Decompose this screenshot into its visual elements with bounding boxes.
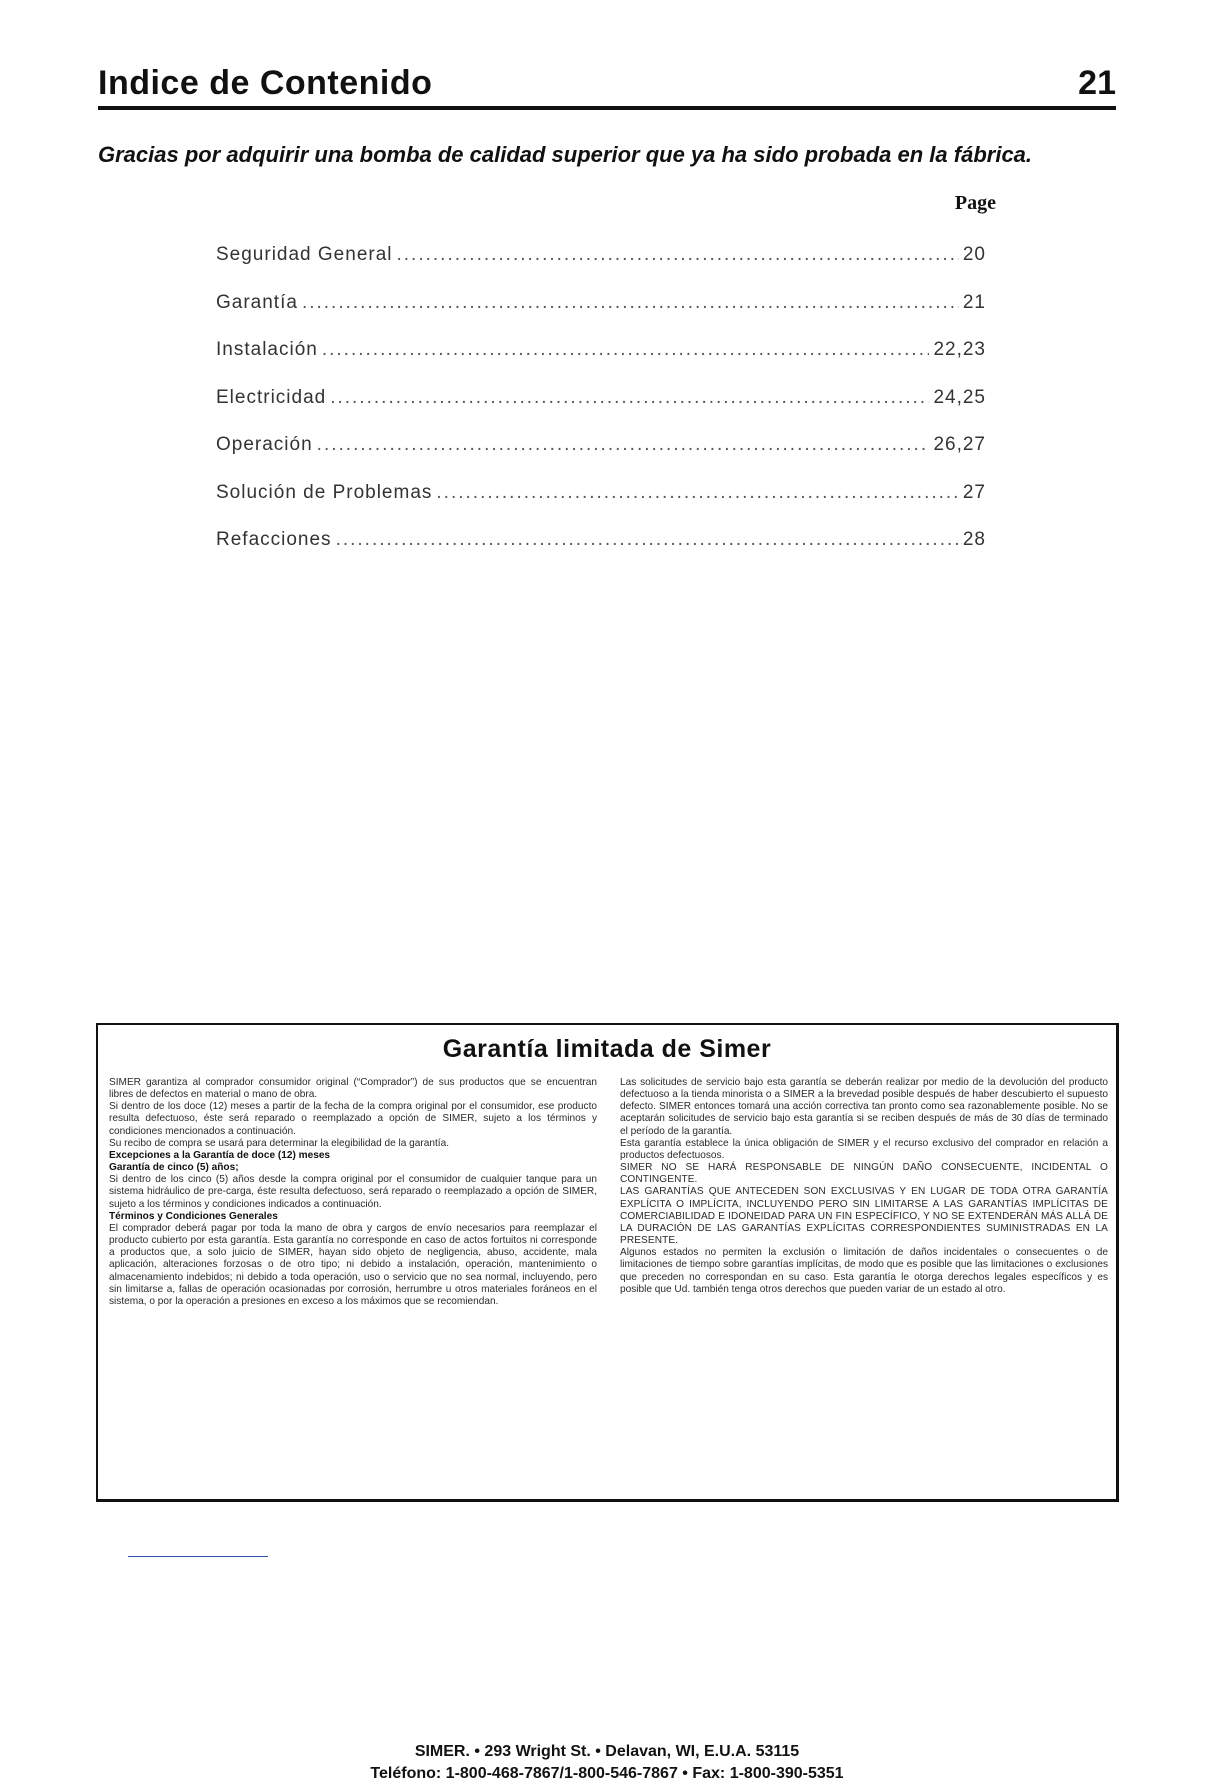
- toc-entry-refacciones: [216, 529, 986, 577]
- warranty-paragraph: LAS GARANTÍAS QUE ANTECEDEN SON EXCLUSIVAS Y EN LUGAR DE TODA OTRA GARANTÍA EXPLÍCITA O IMPLÍCITA, INCLUYENDO PERO SIN LIMITARSE A LAS GARANTÍAS IMPLÍCITAS DE COMERCIABILIDAD E IDONEIDAD PARA UN FIN ESPECÍFICO, Y NO SE EXTENDERÁN MÁS ALLÁ DE LA DURACIÓN DE LAS GARANTÍAS EXPLÍCITAS CORRESPONDIENTES SUMINISTRADAS EN LA PRESENTE.: [620, 1186, 1108, 1247]
- toc-label: Garantía: [216, 291, 298, 313]
- tagline: Gracias por adquirir una bomba de calidad superior que ya ha sido probada en la fábrica.: [98, 142, 1033, 167]
- toc-entry-instalacion: [216, 339, 986, 387]
- page-number: 21: [1078, 64, 1116, 102]
- page-header: [98, 62, 1116, 110]
- warranty-paragraph: Su recibo de compra se usará para determinar la elegibilidad de la garantía.: [109, 1137, 450, 1149]
- warranty-subheading: Términos y Condiciones Generales: [109, 1210, 278, 1222]
- toc-leader: [317, 434, 930, 456]
- warranty-paragraph: Si dentro de los doce (12) meses a partir de la fecha de la compra original por el consumidor, ese producto resulta defectuoso, éste será reparado o reemplazado a opción de SIMER, sujeto a los términos y condiciones mencionados a continuación.: [109, 1101, 597, 1137]
- toc-leader: [336, 529, 959, 551]
- company-phone: Teléfono: 1-800-468-7867/1-800-546-7867 • Fax: 1-800-390-5351: [370, 1765, 844, 1782]
- toc-page: 24,25: [933, 386, 986, 408]
- toc-page: 20: [962, 244, 986, 265]
- toc-page: 22,23: [933, 339, 986, 360]
- toc-entry-electricidad: [216, 387, 986, 435]
- toc-label: Operación: [216, 434, 313, 455]
- warranty-paragraph: El comprador deberá pagar por toda la mano de obra y cargos de envío necesarios para reemplazar el producto cubierto por esta garantía. Esta garantía no corresponde en caso de actos fortuitos ni corresponde a productos que, a solo juicio de SIMER, hayan sido objeto de negligencia, abuso, accidente, mala aplicación, alteraciones forzosas o de otro tipo; ni debido a instalación, operación, mantenimiento o almacenamiento indebidos; ni debido a toda operación, uso o servicio que no sea normal, incluyendo, pero sin limitarse a, fallas de operación ocasionadas por corrosión, herrumbre u otros materiales foráneos en el sistema, o por la operación a presiones en exceso a los máximos que se recomiendan.: [109, 1222, 597, 1307]
- toc-leader: [330, 387, 929, 409]
- bottom-divider: [128, 1556, 268, 1557]
- warranty-subheading: Excepciones a la Garantía de doce (12) meses: [109, 1149, 331, 1161]
- warranty-paragraph: Si dentro de los cinco (5) años desde la compra original por el consumidor de cualquier tanque para un sistema hidráulico de pre-carga, éste resulta defectuoso, será reparado o reemplazado a opción de SIMER, sujeto a los términos y condiciones indicados a continuación.: [109, 1174, 597, 1210]
- warranty-paragraph: SIMER garantiza al comprador consumidor original (“Comprador”) de sus productos que se encuentran libres de defectos en material o mano de obra.: [109, 1077, 597, 1101]
- toc-page: 27: [962, 481, 986, 503]
- warranty-footer: [98, 1741, 1116, 1785]
- table-of-contents: [216, 244, 986, 577]
- toc-leader: [397, 244, 959, 266]
- toc-entry-operacion: [216, 434, 986, 482]
- warranty-paragraph: Algunos estados no permiten la exclusión o limitación de daños incidentales o consecuentes o de limitaciones de tiempo sobre garantías implícitas, de modo que es posible que las limitaciones o exclusiones que preceden no correspondan en su caso. Esta garantía le otorga derechos legales específicos y es posible que Ud. también tenga otros derechos que pueden variar de un estado al otro.: [620, 1247, 1108, 1295]
- company-address: SIMER. • 293 Wright St. • Delavan, WI, E.U.A. 53115: [414, 1743, 800, 1760]
- toc-leader: [302, 292, 959, 314]
- warranty-right-column: [620, 1077, 1108, 1296]
- warranty-left-column: [109, 1077, 597, 1308]
- toc-page: 28: [962, 529, 986, 550]
- warranty-paragraph: Esta garantía establece la única obligación de SIMER y el recurso exclusivo del comprador en relación a productos defectuosos.: [620, 1137, 1108, 1161]
- warranty-paragraph: SIMER NO SE HARÁ RESPONSABLE DE NINGÚN DAÑO CONSECUENTE, INCIDENTAL O CONTINGENTE.: [620, 1162, 1108, 1186]
- warranty-title: Garantía limitada de Simer: [442, 1035, 772, 1063]
- toc-label: Instalación: [216, 339, 318, 360]
- toc-page-header: Page: [954, 192, 996, 214]
- toc-label: Refacciones: [216, 529, 332, 550]
- toc-label: Solución de Problemas: [216, 481, 433, 503]
- toc-leader: [322, 339, 930, 361]
- warranty-subheading: Garantía de cinco (5) años;: [109, 1162, 239, 1174]
- toc-entry-seguridad: [216, 244, 986, 292]
- toc-page: 26,27: [933, 434, 986, 455]
- toc-page: 21: [962, 291, 986, 313]
- toc-entry-solucion: [216, 482, 986, 530]
- warranty-box: [96, 1023, 1119, 1782]
- toc-label: Seguridad General: [216, 244, 393, 265]
- toc-entry-garantia: [216, 292, 986, 340]
- page-title: Indice de Contenido: [98, 64, 433, 102]
- toc-leader: [436, 482, 958, 504]
- warranty-paragraph: Las solicitudes de servicio bajo esta garantía se deberán realizar por medio de la devolución del producto defectuoso a la tienda minorista o a SIMER a la brevedad posible después de haber descubierto el supuesto defecto. SIMER entonces tomará una acción correctiva tan pronto como sea razonablemente posible. No se aceptarán solicitudes de servicio bajo esta garantía si se reciben después de más de 30 días de terminado el período de la garantía.: [620, 1077, 1108, 1137]
- toc-label: Electricidad: [216, 386, 327, 408]
